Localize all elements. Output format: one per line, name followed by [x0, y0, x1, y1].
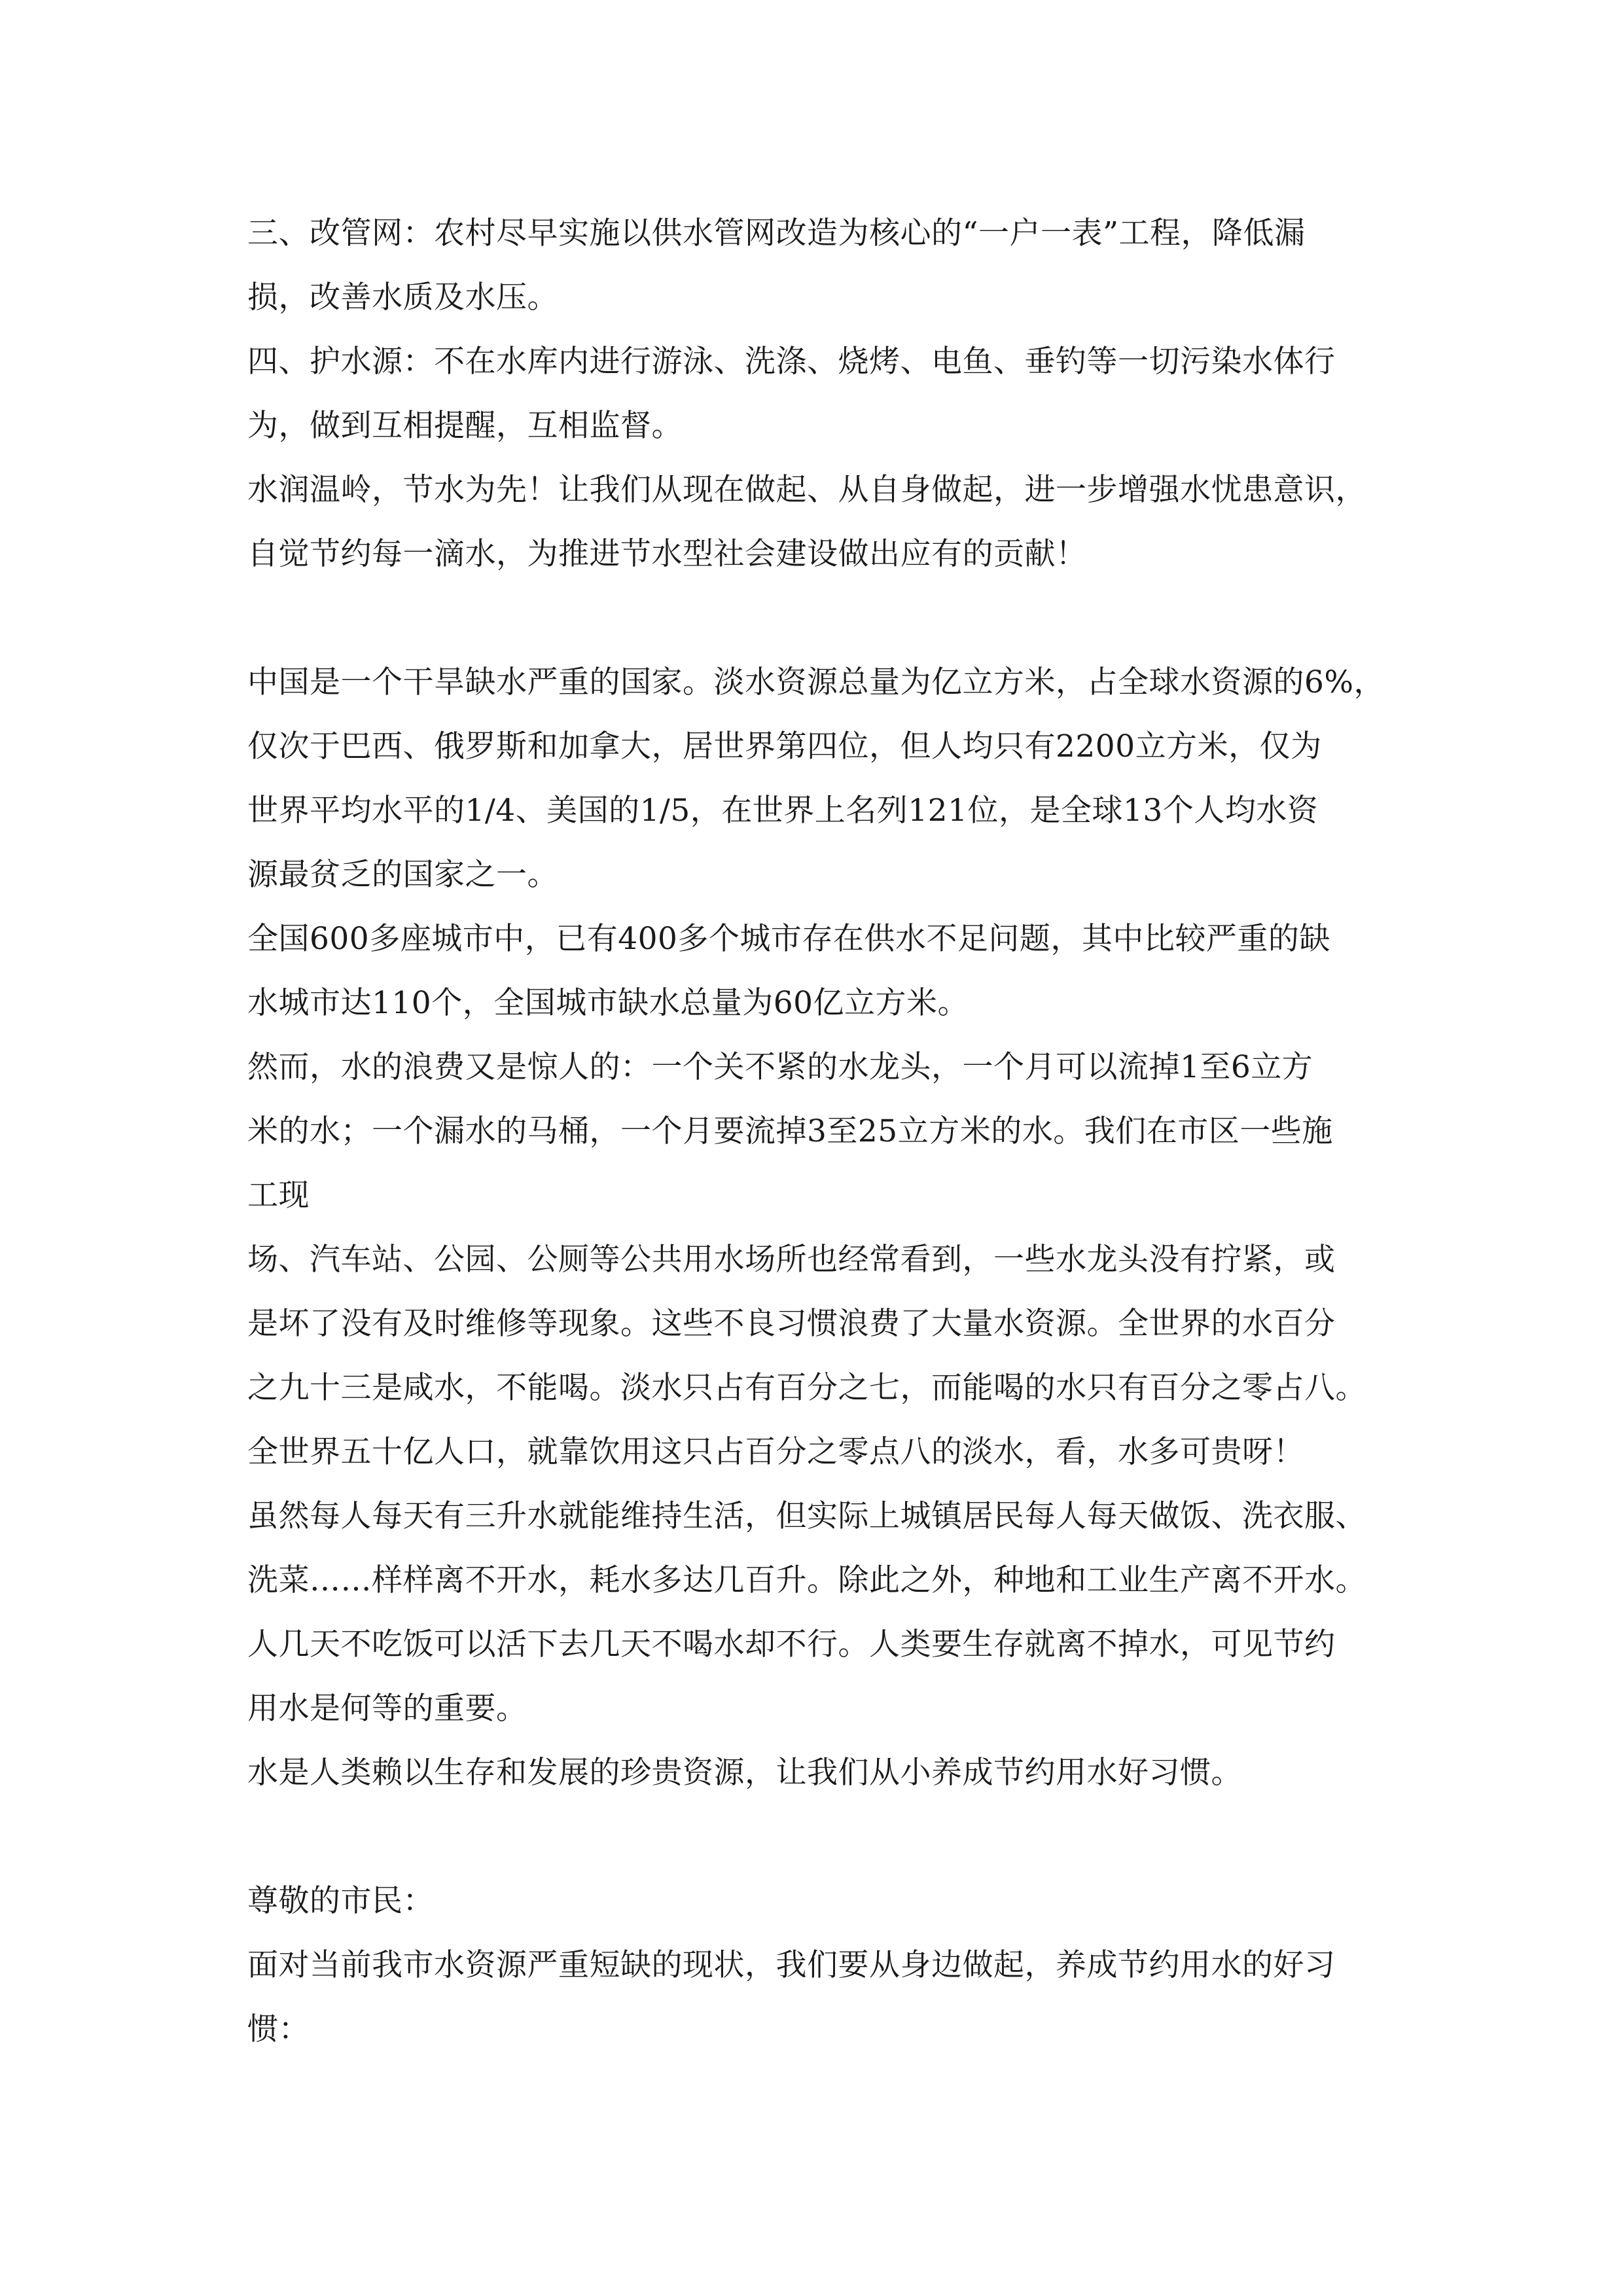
- text-line: 洗菜……样样离不开水，耗水多达几百升。除此之外，种地和工业生产离不开水。: [247, 1562, 1366, 1598]
- text-line: 然而，水的浪费又是惊人的：一个关不紧的水龙头，一个月可以流掉1至6立方: [247, 1049, 1313, 1085]
- text-line: 人几天不吃饭可以活下去几天不喝水却不行。人类要生存就离不掉水，可见节约: [247, 1626, 1336, 1662]
- text-line: 尊敬的市民：: [247, 1883, 434, 1919]
- text-line: 全世界五十亿人口，就靠饮用这只占百分之零点八的淡水，看，水多可贵呀！: [247, 1434, 1304, 1470]
- text-line: 面对当前我市水资源严重短缺的现状，我们要从身边做起，养成节约用水的好习: [247, 1947, 1336, 1983]
- text-line: 虽然每人每天有三升水就能维持生活，但实际上城镇居民每人每天做饭、洗衣服、: [247, 1498, 1366, 1534]
- text-line: 为，做到互相提醒，互相监督。: [247, 408, 683, 444]
- text-line: 水润温岭，节水为先！让我们从现在做起、从自身做起，进一步增强水忧患意识，: [247, 472, 1366, 508]
- text-line: 是坏了没有及时维修等现象。这些不良习惯浪费了大量水资源。全世界的水百分: [247, 1306, 1336, 1342]
- section-water-shortage: [247, 651, 1399, 1805]
- text-line: 用水是何等的重要。: [247, 1691, 527, 1727]
- text-line: 自觉节约每一滴水，为推进节水型社会建设做出应有的贡献！: [247, 536, 1087, 572]
- text-line: 米的水；一个漏水的马桶，一个月要流掉3至25立方米的水。我们在市区一些施: [247, 1113, 1333, 1149]
- text-line: 中国是一个干旱缺水严重的国家。淡水资源总量为亿立方米，占全球水资源的6%，: [247, 664, 1385, 700]
- document-body: [247, 202, 1399, 2062]
- text-line: 之九十三是咸水，不能喝。淡水只占有百分之七，而能喝的水只有百分之零占八。: [247, 1370, 1366, 1406]
- text-line: 工现: [247, 1177, 310, 1213]
- text-line: 世界平均水平的1/4、美国的1/5，在世界上名列121位，是全球13个人均水资: [247, 793, 1319, 829]
- paragraph-gap: [247, 586, 1399, 651]
- text-line: 惯：: [247, 2011, 310, 2047]
- text-line: 仅次于巴西、俄罗斯和加拿大，居世界第四位，但人均只有2200立方米，仅为: [247, 728, 1322, 764]
- text-line: 四、护水源：不在水库内进行游泳、洗涤、烧烤、电鱼、垂钓等一切污染水体行: [247, 344, 1336, 380]
- section-citizen-letter: [247, 1869, 1399, 2062]
- section-water-measures: [247, 202, 1399, 586]
- text-line: 源最贫乏的国家之一。: [247, 857, 558, 893]
- text-line: 水是人类赖以生存和发展的珍贵资源，让我们从小养成节约用水好习惯。: [247, 1755, 1242, 1791]
- text-line: 全国600多座城市中，已有400多个城市存在供水不足问题，其中比较严重的缺: [247, 921, 1330, 957]
- text-line: 三、改管网：农村尽早实施以供水管网改造为核心的“一户一表”工程，降低漏: [247, 215, 1306, 251]
- text-line: 场、汽车站、公园、公厕等公共用水场所也经常看到，一些水龙头没有拧紧，或: [247, 1242, 1336, 1278]
- text-line: 水城市达110个，全国城市缺水总量为60亿立方米。: [247, 985, 969, 1021]
- text-line: 损，改善水质及水压。: [247, 279, 558, 315]
- paragraph-gap: [247, 1805, 1399, 1869]
